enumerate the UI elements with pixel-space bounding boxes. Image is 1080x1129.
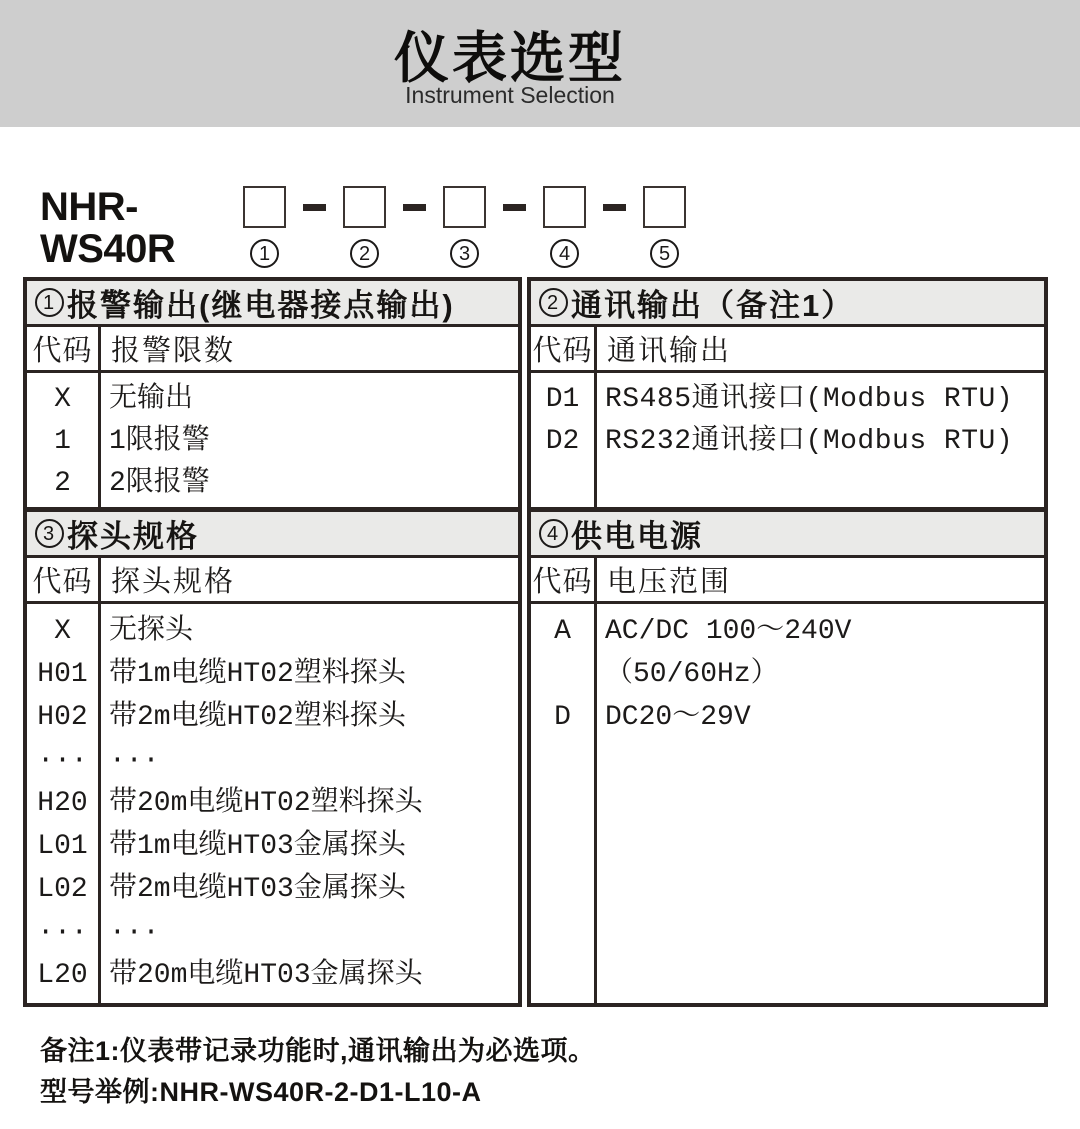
dash-separator bbox=[503, 204, 526, 211]
code-column bbox=[27, 604, 101, 1003]
table-cell: 无输出 bbox=[109, 384, 194, 415]
table-cell: ··· bbox=[109, 745, 160, 776]
model-example: 型号举例:NHR-WS40R-2-D1-L10-A bbox=[40, 1077, 482, 1107]
table-cell: 带20m电缆HT02塑料探头 bbox=[109, 788, 423, 819]
code-column bbox=[531, 373, 597, 507]
table-cell: H02 bbox=[37, 702, 88, 733]
table-cell: X bbox=[54, 384, 71, 415]
table-cell: 2限报警 bbox=[109, 468, 210, 499]
section-header-probe-spec bbox=[27, 507, 518, 558]
value-column-header: 探头规格 bbox=[111, 566, 236, 598]
model-box-3 bbox=[443, 186, 486, 228]
section-header-power-supply bbox=[531, 507, 1044, 558]
position-number-5: 5 bbox=[650, 239, 679, 268]
column-header-row bbox=[531, 327, 1044, 373]
section-title: 通讯输出（备注1） bbox=[571, 288, 855, 323]
model-code-row bbox=[40, 186, 686, 270]
table-cell: L20 bbox=[37, 960, 88, 991]
position-number-4: 4 bbox=[550, 239, 579, 268]
section-title: 报警输出(继电器接点输出) bbox=[67, 288, 455, 323]
table-cell bbox=[531, 653, 594, 696]
dash-separator bbox=[403, 204, 426, 211]
table-cell: D1 bbox=[545, 384, 580, 415]
section-header-alarm-output bbox=[27, 281, 518, 327]
model-box-4 bbox=[543, 186, 586, 228]
section-number-icon: 3 bbox=[35, 519, 64, 548]
table-cell: （50/60Hz） bbox=[605, 659, 779, 690]
selection-tables bbox=[23, 277, 1048, 1007]
column-header-row bbox=[27, 558, 518, 604]
title-banner bbox=[0, 0, 1080, 127]
description-column bbox=[101, 604, 518, 1003]
section-number-icon: 1 bbox=[35, 288, 64, 317]
code-column bbox=[531, 604, 597, 1003]
column-header-row bbox=[27, 327, 518, 373]
table-cell: 带20m电缆HT03金属探头 bbox=[109, 960, 423, 991]
table-cell: H01 bbox=[37, 659, 88, 690]
table-cell: 2 bbox=[54, 468, 71, 499]
table-cell: 1 bbox=[54, 426, 71, 457]
description-column bbox=[597, 373, 1044, 507]
dash-separator bbox=[303, 204, 326, 211]
table-cell: 带1m电缆HT03金属探头 bbox=[109, 831, 406, 862]
table-cell: X bbox=[54, 616, 71, 647]
model-position-3 bbox=[443, 186, 486, 268]
table-cell: DC20～29V bbox=[605, 702, 751, 733]
code-column-header: 代码 bbox=[27, 558, 101, 601]
code-column-header: 代码 bbox=[531, 558, 597, 601]
note-1: 备注1:仪表带记录功能时,通讯输出为必选项。 bbox=[40, 1036, 596, 1066]
section-number-icon: 4 bbox=[539, 519, 568, 548]
position-number-3: 3 bbox=[450, 239, 479, 268]
table-cell: 无探头 bbox=[109, 616, 194, 647]
value-column-header: 报警限数 bbox=[111, 335, 236, 367]
comm-output-rows bbox=[531, 373, 1044, 507]
value-column-header: 通讯输出 bbox=[607, 335, 732, 367]
table-cell: 带2m电缆HT02塑料探头 bbox=[109, 702, 406, 733]
probe-spec-rows bbox=[27, 604, 518, 1003]
section-title: 探头规格 bbox=[67, 519, 199, 554]
table-cell: L02 bbox=[37, 874, 88, 905]
table-cell: H20 bbox=[37, 788, 88, 819]
page-subtitle: Instrument Selection bbox=[405, 82, 615, 108]
page-title: 仪表选型 bbox=[393, 27, 626, 89]
power-supply-rows bbox=[531, 604, 1044, 1003]
table-cell: A bbox=[554, 616, 571, 647]
code-column-header: 代码 bbox=[531, 327, 597, 370]
table-cell: RS232通讯接口(Modbus RTU) bbox=[605, 426, 1014, 457]
code-column-header: 代码 bbox=[27, 327, 101, 370]
footer-notes bbox=[40, 1036, 596, 1118]
position-number-1: 1 bbox=[250, 239, 279, 268]
model-position-4 bbox=[543, 186, 586, 268]
position-number-2: 2 bbox=[350, 239, 379, 268]
table-right bbox=[527, 277, 1048, 1007]
table-cell: 带2m电缆HT03金属探头 bbox=[109, 874, 406, 905]
model-prefix: NHR-WS40R bbox=[40, 185, 176, 271]
table-cell: AC/DC 100～240V bbox=[605, 616, 852, 647]
model-position-5 bbox=[643, 186, 686, 268]
table-cell: RS485通讯接口(Modbus RTU) bbox=[605, 384, 1014, 415]
table-cell: ··· bbox=[37, 917, 88, 948]
table-cell: L01 bbox=[37, 831, 88, 862]
table-cell: 1限报警 bbox=[109, 426, 210, 457]
value-column-header: 电压范围 bbox=[607, 566, 732, 598]
table-cell: ··· bbox=[109, 917, 160, 948]
model-box-2 bbox=[343, 186, 386, 228]
model-position-1 bbox=[243, 186, 286, 268]
section-header-comm-output bbox=[531, 281, 1044, 327]
table-cell: 带1m电缆HT02塑料探头 bbox=[109, 659, 406, 690]
table-cell: ··· bbox=[37, 745, 88, 776]
model-position-2 bbox=[343, 186, 386, 268]
code-column bbox=[27, 373, 101, 507]
section-title: 供电电源 bbox=[571, 519, 703, 554]
section-number-icon: 2 bbox=[539, 288, 568, 317]
table-left bbox=[23, 277, 522, 1007]
table-cell: D bbox=[554, 702, 571, 733]
description-column bbox=[101, 373, 518, 507]
table-cell: D2 bbox=[545, 426, 580, 457]
description-column bbox=[597, 604, 1044, 1003]
dash-separator bbox=[603, 204, 626, 211]
model-box-5 bbox=[643, 186, 686, 228]
model-box-1 bbox=[243, 186, 286, 228]
alarm-output-rows bbox=[27, 373, 518, 507]
column-header-row bbox=[531, 558, 1044, 604]
